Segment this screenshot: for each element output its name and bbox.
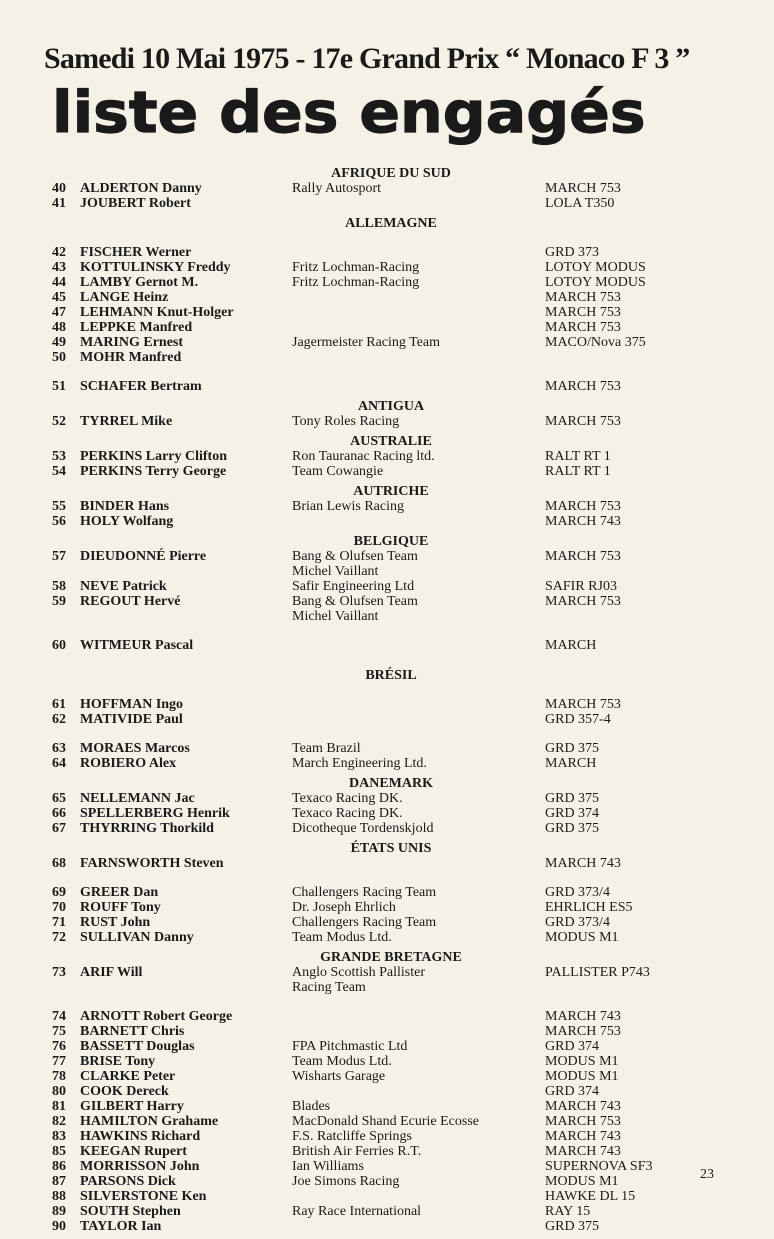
entry-number: 76 — [52, 1039, 66, 1054]
entry-row — [0, 885, 774, 900]
car-model: MARCH 753 — [545, 305, 621, 320]
car-model: MARCH 753 — [545, 181, 621, 196]
entry-number: 43 — [52, 260, 66, 275]
entry-row — [0, 260, 774, 275]
driver-name: GILBERT Harry — [80, 1099, 184, 1114]
car-model: MACO/Nova 375 — [545, 335, 646, 350]
driver-name: LANGE Heinz — [80, 290, 169, 305]
entry-row — [0, 915, 774, 930]
driver-name: HAMILTON Grahame — [80, 1114, 219, 1129]
driver-name: RUST John — [80, 915, 151, 930]
driver-name: LAMBY Gernot M. — [80, 275, 199, 290]
driver-name: PERKINS Larry Clifton — [80, 449, 227, 464]
driver-name: ROUFF Tony — [80, 900, 161, 915]
car-model: MARCH 743 — [545, 1009, 621, 1024]
entry-number: 63 — [52, 741, 66, 756]
car-model: GRD 375 — [545, 1219, 600, 1234]
team-name: British Air Ferries R.T. — [292, 1144, 422, 1159]
car-model: MARCH 753 — [545, 697, 621, 712]
team-name: Ray Race International — [292, 1204, 422, 1219]
entry-row — [0, 756, 774, 771]
entry-number: 60 — [52, 638, 66, 653]
driver-name: HAWKINS Richard — [80, 1129, 201, 1144]
car-model: MARCH 753 — [545, 1024, 621, 1039]
driver-name: BARNETT Chris — [80, 1024, 185, 1039]
team-name: Texaco Racing DK. — [292, 791, 403, 806]
row-spacer — [0, 683, 774, 697]
driver-name: MORRISSON John — [80, 1159, 200, 1174]
entry-row — [0, 449, 774, 464]
driver-name: TAYLOR Ian — [80, 1219, 162, 1234]
car-model: GRD 374 — [545, 806, 600, 821]
team-name: Tony Roles Racing — [292, 414, 400, 429]
driver-name: NELLEMANN Jac — [80, 791, 195, 806]
entry-row — [0, 1024, 774, 1039]
team-name: Texaco Racing DK. — [292, 806, 403, 821]
team-name: Joe Simons Racing — [292, 1174, 400, 1189]
entry-row — [0, 275, 774, 290]
entry-number: 74 — [52, 1009, 66, 1024]
entry-row — [0, 1189, 774, 1204]
car-model: LOLA T350 — [545, 196, 615, 211]
entry-row — [0, 1054, 774, 1069]
entry-number: 56 — [52, 514, 66, 529]
car-model: LOTOY MODUS — [545, 260, 646, 275]
car-model: LOTOY MODUS — [545, 275, 646, 290]
car-model: MARCH 743 — [545, 1099, 621, 1114]
entry-row — [0, 1174, 774, 1189]
entry-row — [0, 1219, 774, 1234]
car-model: GRD 375 — [545, 821, 600, 836]
driver-name: PERKINS Terry George — [80, 464, 227, 479]
car-model: GRD 373/4 — [545, 885, 610, 900]
row-spacer — [0, 365, 774, 379]
driver-name: THYRRING Thorkild — [80, 821, 214, 836]
car-model: MARCH — [545, 756, 597, 771]
car-model: MARCH 753 — [545, 320, 621, 335]
row-spacer — [0, 658, 774, 668]
driver-name: HOLY Wolfang — [80, 514, 174, 529]
row-spacer — [0, 1234, 774, 1239]
country-heading: BELGIQUE — [353, 534, 429, 549]
entry-number: 40 — [52, 181, 66, 196]
driver-name: ARIF Will — [80, 965, 143, 980]
row-spacer — [0, 995, 774, 1009]
country-heading: AFRIQUE DU SUD — [331, 166, 451, 181]
entry-row — [0, 1084, 774, 1099]
entry-number: 85 — [52, 1144, 66, 1159]
car-model: MARCH 753 — [545, 290, 621, 305]
entry-number: 66 — [52, 806, 66, 821]
entry-number: 90 — [52, 1219, 66, 1234]
entry-row — [0, 741, 774, 756]
entry-row — [0, 821, 774, 836]
car-model: EHRLICH ES5 — [545, 900, 633, 915]
car-model: MARCH 753 — [545, 549, 621, 564]
country-heading: AUTRICHE — [353, 484, 429, 499]
entry-number: 78 — [52, 1069, 66, 1084]
driver-name: GREER Dan — [80, 885, 159, 900]
entry-row — [0, 196, 774, 211]
driver-name: ARNOTT Robert George — [80, 1009, 233, 1024]
entry-row — [0, 305, 774, 320]
driver-name: BASSETT Douglas — [80, 1039, 195, 1054]
entry-number: 80 — [52, 1084, 66, 1099]
team-name: Jagermeister Racing Team — [292, 335, 441, 350]
driver-name: BRISE Tony — [80, 1054, 156, 1069]
car-model: MARCH — [545, 638, 597, 653]
car-model: PALLISTER P743 — [545, 965, 650, 980]
car-model: MARCH 753 — [545, 1114, 621, 1129]
entry-row — [0, 245, 774, 260]
page-subtitle: liste des engagés — [52, 79, 646, 147]
driver-name: BINDER Hans — [80, 499, 170, 514]
entry-row — [0, 930, 774, 945]
driver-name: NEVE Patrick — [80, 579, 167, 594]
entry-number: 86 — [52, 1159, 66, 1174]
driver-name: LEPPKE Manfred — [80, 320, 193, 335]
entry-row — [0, 1129, 774, 1144]
entry-row — [0, 638, 774, 653]
team-name: Wisharts Garage — [292, 1069, 386, 1084]
entry-number: 62 — [52, 712, 66, 727]
country-heading: AUSTRALIE — [350, 434, 432, 449]
entry-row — [0, 379, 774, 394]
entry-row — [0, 900, 774, 915]
team-name: Team Cowangie — [292, 464, 384, 479]
team-name: Anglo Scottish Pallister Racing Team — [292, 965, 425, 995]
driver-name: TYRREL Mike — [80, 414, 173, 429]
driver-name: PARSONS Dick — [80, 1174, 176, 1189]
country-heading: DANEMARK — [349, 776, 433, 791]
entry-number: 77 — [52, 1054, 66, 1069]
driver-name: MARING Ernest — [80, 335, 184, 350]
country-heading: GRANDE BRETAGNE — [320, 950, 462, 965]
driver-name: KOTTULINSKY Freddy — [80, 260, 231, 275]
team-name: Bang & Olufsen Team Michel Vaillant — [292, 549, 418, 579]
car-model: GRD 374 — [545, 1039, 600, 1054]
driver-name: DIEUDONNÉ Pierre — [80, 549, 207, 564]
entry-row — [0, 181, 774, 196]
entry-number: 55 — [52, 499, 66, 514]
team-name: Fritz Lochman-Racing — [292, 260, 420, 275]
driver-name: REGOUT Hervé — [80, 594, 181, 609]
entry-number: 41 — [52, 196, 66, 211]
team-name: Challengers Racing Team — [292, 885, 437, 900]
entry-number: 42 — [52, 245, 66, 260]
entry-row — [0, 965, 774, 995]
entry-number: 48 — [52, 320, 66, 335]
entry-row — [0, 290, 774, 305]
row-spacer — [0, 231, 774, 245]
driver-name: SILVERSTONE Ken — [80, 1189, 207, 1204]
car-model: SUPERNOVA SF3 — [545, 1159, 653, 1174]
driver-name: HOFFMAN Ingo — [80, 697, 184, 712]
car-model: MARCH 753 — [545, 499, 621, 514]
driver-name: LEHMANN Knut-Holger — [80, 305, 234, 320]
driver-name: JOUBERT Robert — [80, 196, 191, 211]
entry-row — [0, 335, 774, 350]
car-model: SAFIR RJ03 — [545, 579, 617, 594]
driver-name: FISCHER Werner — [80, 245, 192, 260]
entry-row — [0, 1099, 774, 1114]
entry-number: 68 — [52, 856, 66, 871]
team-name: Challengers Racing Team — [292, 915, 437, 930]
entry-row — [0, 1159, 774, 1174]
row-spacer — [0, 871, 774, 885]
car-model: GRD 373 — [545, 245, 600, 260]
driver-name: MORAES Marcos — [80, 741, 190, 756]
car-model: MARCH 753 — [545, 594, 621, 609]
team-name: Team Brazil — [292, 741, 361, 756]
car-model: MARCH 753 — [545, 414, 621, 429]
team-name: Rally Autosport — [292, 181, 382, 196]
entry-number: 50 — [52, 350, 66, 365]
driver-name: MOHR Manfred — [80, 350, 182, 365]
entry-number: 70 — [52, 900, 66, 915]
team-name: Brian Lewis Racing — [292, 499, 404, 514]
car-model: MARCH 743 — [545, 856, 621, 871]
car-model: MARCH 743 — [545, 514, 621, 529]
entry-row — [0, 350, 774, 365]
entry-number: 71 — [52, 915, 66, 930]
entry-row — [0, 1114, 774, 1129]
entry-row — [0, 594, 774, 624]
entry-number: 59 — [52, 594, 66, 609]
car-model: GRD 357-4 — [545, 712, 611, 727]
car-model: GRD 375 — [545, 741, 600, 756]
entry-list — [0, 166, 774, 1239]
entry-number: 81 — [52, 1099, 66, 1114]
driver-name: ALDERTON Danny — [80, 181, 202, 196]
entry-number: 75 — [52, 1024, 66, 1039]
team-name: FPA Pitchmastic Ltd — [292, 1039, 408, 1054]
entry-number: 52 — [52, 414, 66, 429]
row-spacer — [0, 624, 774, 638]
country-heading: ALLEMAGNE — [345, 216, 437, 231]
entry-row — [0, 464, 774, 479]
car-model: MODUS M1 — [545, 1054, 619, 1069]
car-model: GRD 374 — [545, 1084, 600, 1099]
driver-name: SOUTH Stephen — [80, 1204, 181, 1219]
car-model: RAY 15 — [545, 1204, 591, 1219]
driver-name: SULLIVAN Danny — [80, 930, 194, 945]
entry-number: 73 — [52, 965, 66, 980]
car-model: MARCH 753 — [545, 379, 621, 394]
car-model: HAWKE DL 15 — [545, 1189, 636, 1204]
entry-row — [0, 1204, 774, 1219]
entry-number: 82 — [52, 1114, 66, 1129]
page-header-title: Samedi 10 Mai 1975 - 17e Grand Prix “ Monaco F 3 ” — [44, 42, 690, 75]
entry-number: 83 — [52, 1129, 66, 1144]
entry-row — [0, 1144, 774, 1159]
car-model: MODUS M1 — [545, 930, 619, 945]
driver-name: CLARKE Peter — [80, 1069, 176, 1084]
team-name: Team Modus Ltd. — [292, 930, 392, 945]
entry-row — [0, 697, 774, 712]
driver-name: SCHAFER Bertram — [80, 379, 202, 394]
team-name: Blades — [292, 1099, 331, 1114]
country-heading: ÉTATS UNIS — [350, 841, 432, 856]
entry-number: 51 — [52, 379, 66, 394]
entry-row — [0, 414, 774, 429]
entry-row — [0, 712, 774, 727]
entry-number: 65 — [52, 791, 66, 806]
team-name: Fritz Lochman-Racing — [292, 275, 420, 290]
car-model: MODUS M1 — [545, 1174, 619, 1189]
car-model: RALT RT 1 — [545, 449, 611, 464]
entry-row — [0, 514, 774, 529]
entry-number: 57 — [52, 549, 66, 564]
driver-name: WITMEUR Pascal — [80, 638, 194, 653]
entry-number: 54 — [52, 464, 66, 479]
page-number: 23 — [700, 1167, 714, 1182]
entry-number: 44 — [52, 275, 66, 290]
entry-number: 64 — [52, 756, 66, 771]
car-model: MARCH 743 — [545, 1144, 621, 1159]
entry-number: 61 — [52, 697, 66, 712]
team-name: Safir Engineering Ltd — [292, 579, 415, 594]
team-name: March Engineering Ltd. — [292, 756, 427, 771]
car-model: GRD 375 — [545, 791, 600, 806]
entry-row — [0, 1069, 774, 1084]
entry-row — [0, 806, 774, 821]
driver-name: COOK Dereck — [80, 1084, 169, 1099]
entry-row — [0, 549, 774, 579]
entry-number: 67 — [52, 821, 66, 836]
entry-row — [0, 579, 774, 594]
entry-number: 87 — [52, 1174, 66, 1189]
entry-row — [0, 791, 774, 806]
entry-number: 69 — [52, 885, 66, 900]
entry-number: 89 — [52, 1204, 66, 1219]
team-name: Dr. Joseph Ehrlich — [292, 900, 396, 915]
driver-name: SPELLERBERG Henrik — [80, 806, 230, 821]
entry-row — [0, 320, 774, 335]
team-name: Bang & Olufsen Team Michel Vaillant — [292, 594, 418, 624]
country-heading: ANTIGUA — [357, 399, 425, 414]
driver-name: FARNSWORTH Steven — [80, 856, 224, 871]
car-model: MODUS M1 — [545, 1069, 619, 1084]
entry-number: 47 — [52, 305, 66, 320]
entry-row — [0, 856, 774, 871]
team-name: Ian Williams — [292, 1159, 364, 1174]
country-heading: BRÉSIL — [365, 668, 417, 683]
team-name: F.S. Ratcliffe Springs — [292, 1129, 412, 1144]
entry-row — [0, 499, 774, 514]
entry-number: 53 — [52, 449, 66, 464]
car-model: GRD 373/4 — [545, 915, 610, 930]
entry-row — [0, 1039, 774, 1054]
entry-number: 45 — [52, 290, 66, 305]
entry-row — [0, 1009, 774, 1024]
entry-number: 72 — [52, 930, 66, 945]
entry-number: 58 — [52, 579, 66, 594]
car-model: MARCH 743 — [545, 1129, 621, 1144]
team-name: Team Modus Ltd. — [292, 1054, 392, 1069]
car-model: RALT RT 1 — [545, 464, 611, 479]
driver-name: KEEGAN Rupert — [80, 1144, 187, 1159]
entry-number: 49 — [52, 335, 66, 350]
driver-name: MATIVIDE Paul — [80, 712, 183, 727]
driver-name: ROBIERO Alex — [80, 756, 177, 771]
entry-number: 88 — [52, 1189, 66, 1204]
team-name: Dicotheque Tordenskjold — [292, 821, 434, 836]
row-spacer — [0, 727, 774, 741]
team-name: MacDonald Shand Ecurie Ecosse — [292, 1114, 479, 1129]
team-name: Ron Tauranac Racing ltd. — [292, 449, 435, 464]
